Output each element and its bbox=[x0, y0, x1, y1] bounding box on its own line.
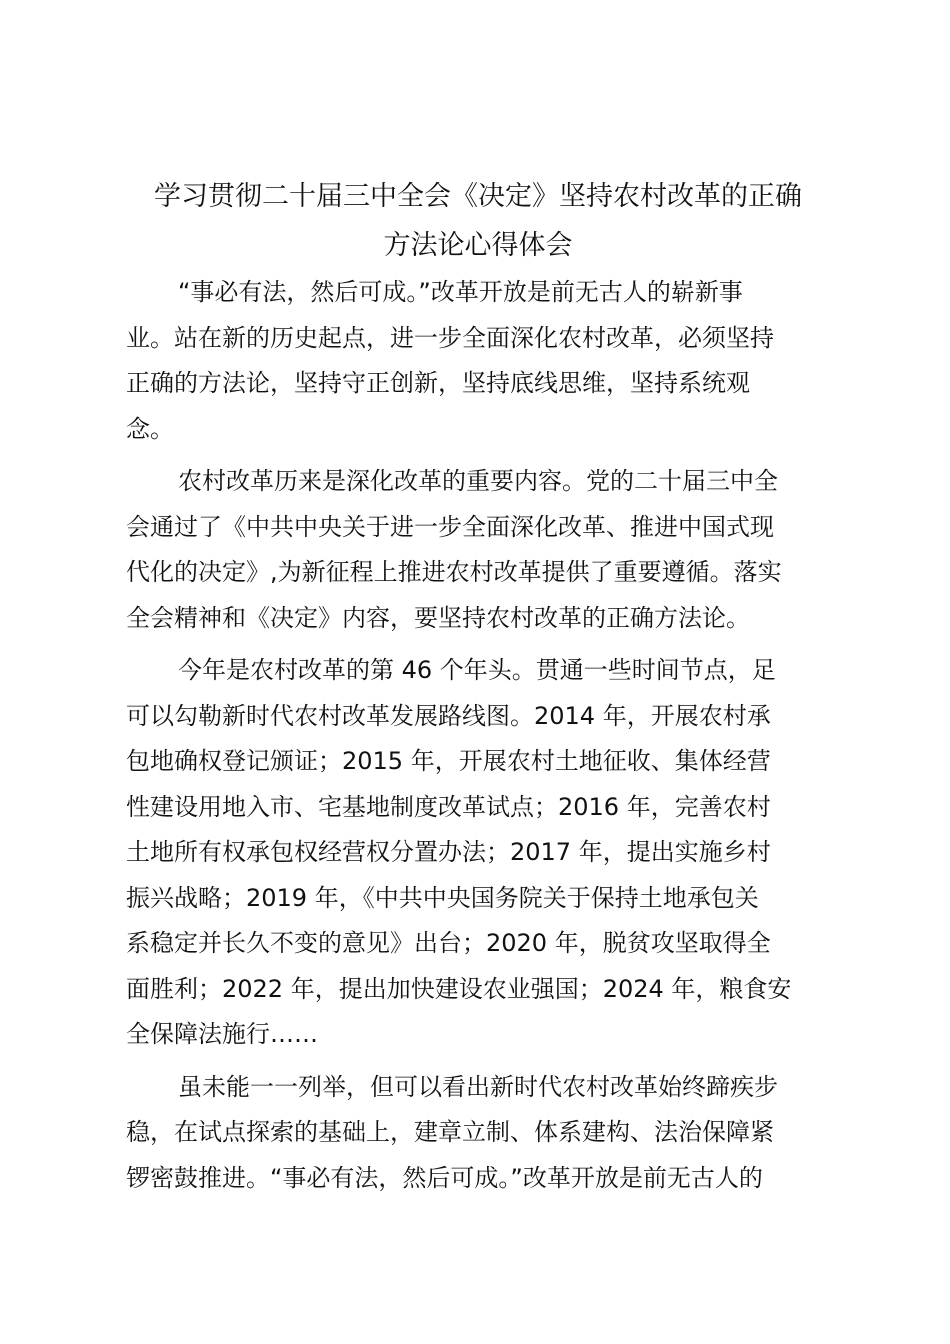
text-line: 可以勾勒新时代农村改革发展路线图。2014 年，开展农村承 bbox=[126, 701, 771, 730]
text-line: 系稳定并长久不变的意见》出台；2020 年，脱贫攻坚取得全 bbox=[126, 929, 771, 957]
text-line: 虽未能一一列举，但可以看出新时代农村改革始终蹄疾步 bbox=[178, 1072, 778, 1101]
text-line: 土地所有权承包权经营权分置办法；2017 年，提出实施乡村 bbox=[126, 838, 771, 866]
text-line: 会通过了《中共中央关于进一步全面深化改革、推进中国式现 bbox=[126, 512, 774, 541]
text-line: 代化的决定》,为新征程上推进农村改革提供了重要遵循。落实 bbox=[126, 558, 782, 586]
text-line: 业。站在新的历史起点，进一步全面深化农村改革，必须坚持 bbox=[126, 323, 774, 352]
text-line: 农村改革历来是深化改革的重要内容。党的二十届三中全 bbox=[178, 467, 778, 495]
text-line: 念。 bbox=[126, 414, 174, 443]
text-line: 振兴战略；2019 年，《中共中央国务院关于保持土地承包关 bbox=[126, 883, 759, 912]
text-line: 锣密鼓推进。“事必有法，然后可成。”改革开放是前无古人的 bbox=[126, 1163, 763, 1192]
text-line: 今年是农村改革的第 46 个年头。贯通一些时间节点，足 bbox=[178, 656, 776, 684]
text-line: 面胜利；2022 年，提出加快建设农业强国；2024 年，粮食安 bbox=[126, 974, 792, 1003]
paragraph-2 bbox=[126, 459, 830, 641]
document-page bbox=[126, 172, 830, 1201]
paragraph-1 bbox=[126, 270, 830, 452]
text-line: 正确的方法论，坚持守正创新，坚持底线思维，坚持系统观 bbox=[126, 369, 750, 397]
text-line: 全会精神和《决定》内容，要坚持农村改革的正确方法论。 bbox=[126, 603, 750, 632]
text-line: 全保障法施行…… bbox=[126, 1020, 318, 1048]
paragraph-4 bbox=[126, 1065, 830, 1202]
text-line: 性建设用地入市、宅基地制度改革试点；2016 年，完善农村 bbox=[126, 792, 771, 821]
text-line: 稳，在试点探索的基础上，建章立制、体系建构、法治保障紧 bbox=[126, 1118, 774, 1146]
title-line: 方法论心得体会 bbox=[383, 230, 573, 261]
paragraph-3 bbox=[126, 648, 830, 1058]
title-line: 学习贯彻二十届三中全会《决定》坚持农村改革的正确 bbox=[154, 181, 802, 212]
text-line: 包地确权登记颁证；2015 年，开展农村土地征收、集体经营 bbox=[126, 747, 771, 775]
document-body bbox=[126, 270, 830, 1201]
text-line: “事必有法，然后可成。”改革开放是前无古人的崭新事 bbox=[178, 278, 743, 306]
document-title bbox=[118, 172, 838, 270]
